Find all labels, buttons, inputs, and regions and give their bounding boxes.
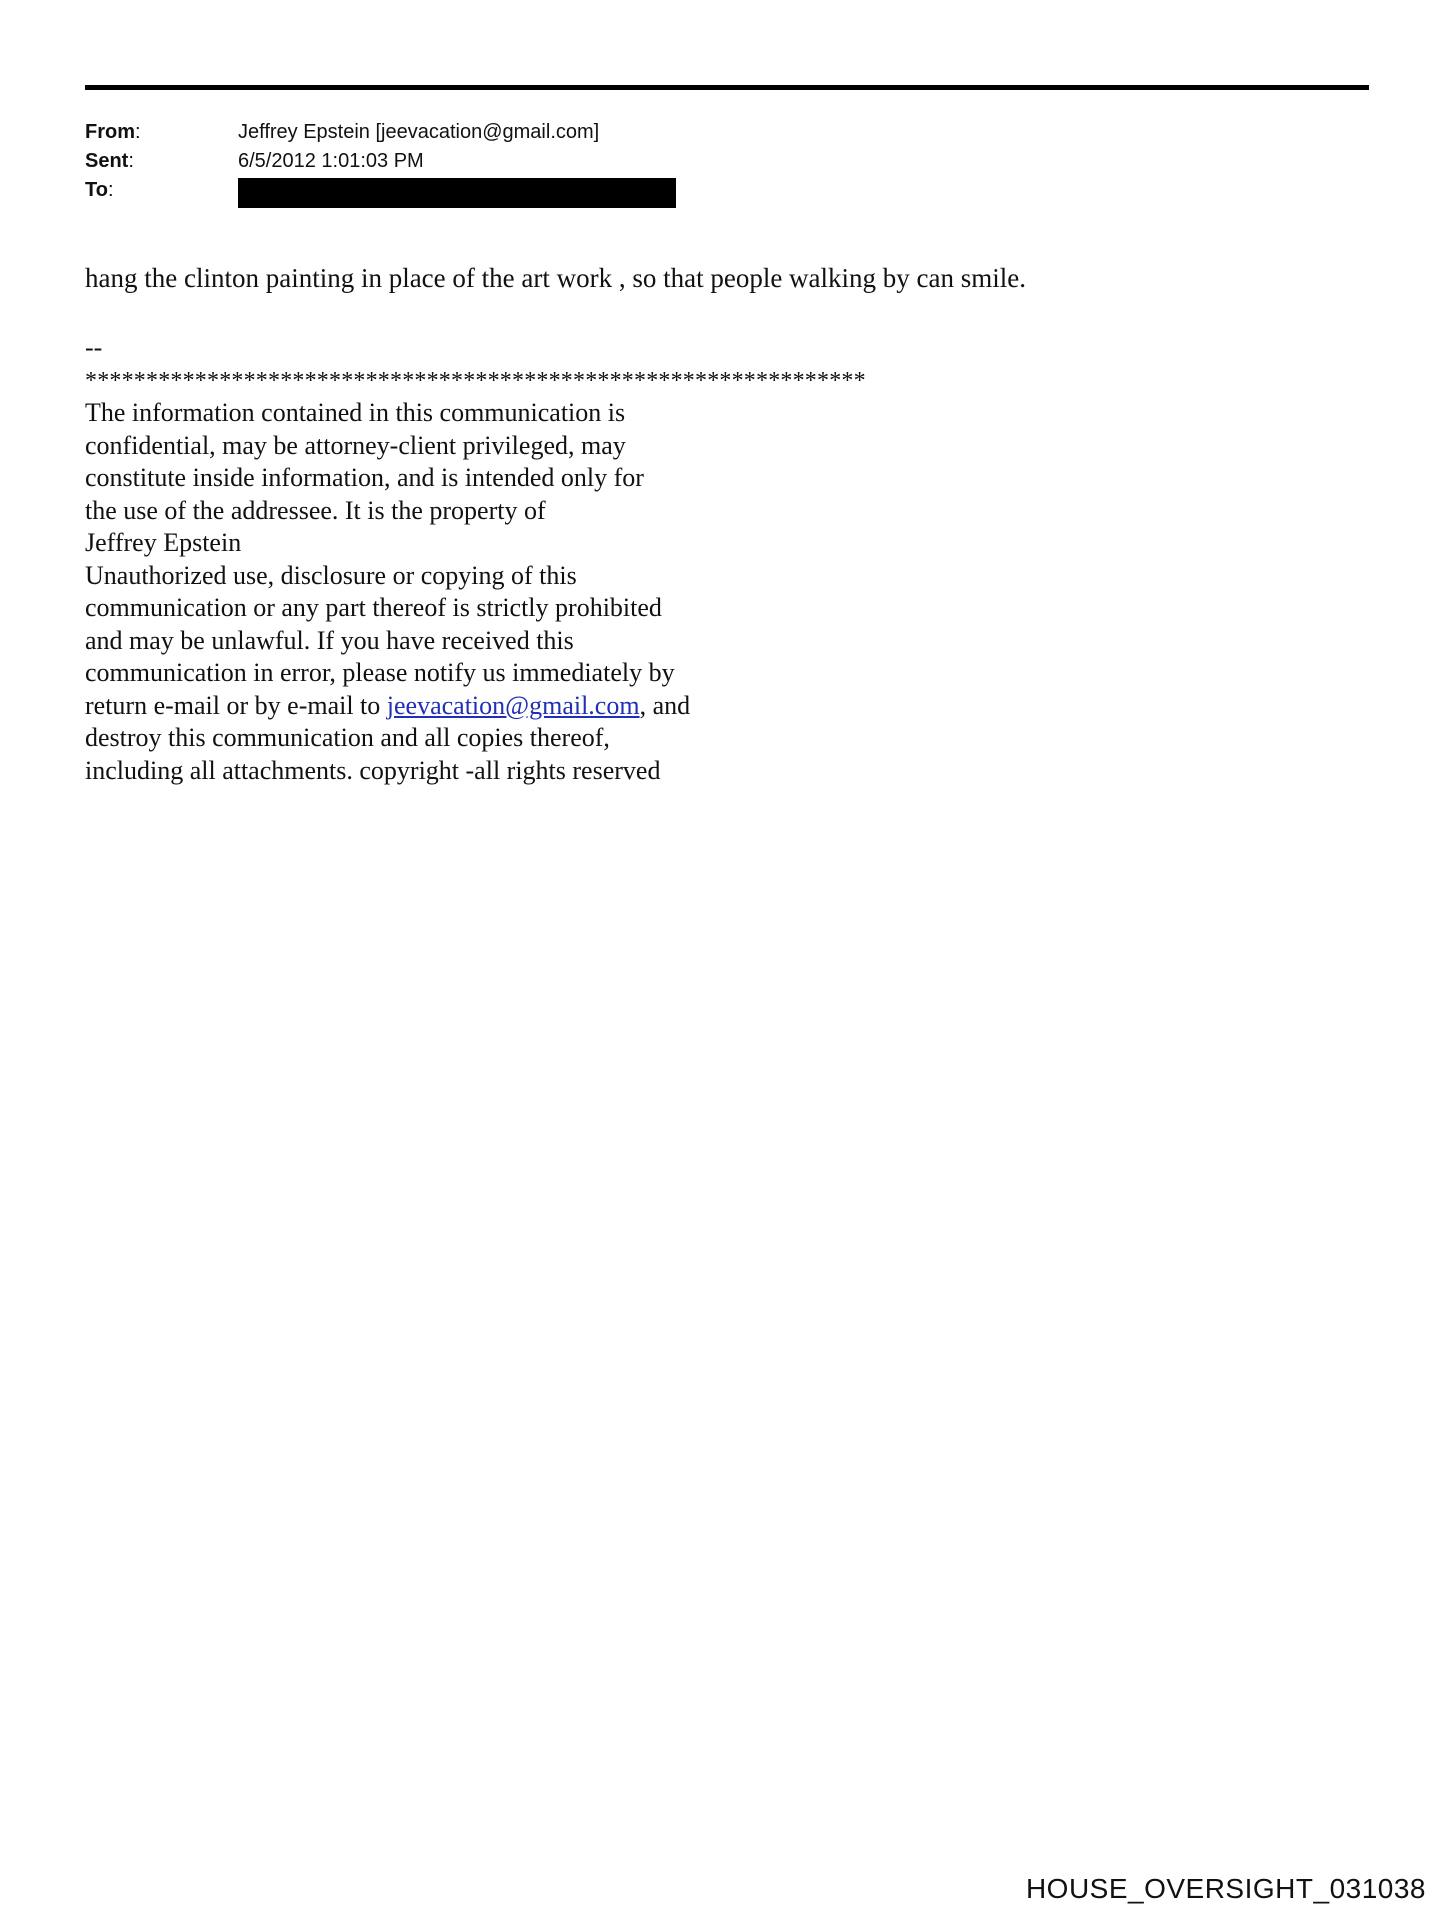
redaction-block [238,178,676,208]
disclaimer-line-with-link [85,690,866,723]
disclaimer-line: destroy this communication and all copies thereof, [85,723,610,752]
header-divider [85,85,1369,90]
confidentiality-footer [85,332,866,787]
email-link[interactable]: jeevacation@gmail.com [386,690,640,720]
disclaimer-line: Jeffrey Epstein [85,528,242,557]
return-line-prefix: return e-mail or by e-mail to [85,690,387,720]
disclaimer-line: confidential, may be attorney-client privileged, may [85,430,626,460]
from-label: From: [85,121,141,143]
disclaimer-line: Unauthorized use, disclosure or copying of this [85,560,577,590]
asterisk-line: **************************************************************** [85,367,866,394]
disclaimer-line: The information contained in this communication is [85,398,626,427]
disclaimer-line: constitute inside information, and is intended only for [85,463,644,492]
sent-value: 6/5/2012 1:01:03 PM [238,150,424,172]
email-header [85,118,676,205]
message-body: hang the clinton painting in place of the art work , so that people walking by can smile. [85,263,1027,293]
disclaimer-line: communication or any part thereof is strictly prohibited [85,593,662,622]
disclaimer-line: the use of the addressee. It is the property of [85,495,546,525]
sent-label: Sent: [85,150,134,172]
to-label: To: [85,179,114,201]
disclaimer-line: and may be unlawful. If you have received this [85,625,574,655]
disclaimer-line: including all attachments. copyright -all rights reserved [85,755,661,785]
return-line-suffix: , and [639,690,691,720]
to-row [85,176,676,205]
disclaimer-line: communication in error, please notify us immediately by [85,658,675,687]
from-value: Jeffrey Epstein [jeevacation@gmail.com] [238,121,600,143]
from-row [85,118,676,147]
signature-separator: -- [85,333,103,362]
bates-number: HOUSE_OVERSIGHT_031038 [1025,1873,1426,1904]
sent-row [85,147,676,176]
